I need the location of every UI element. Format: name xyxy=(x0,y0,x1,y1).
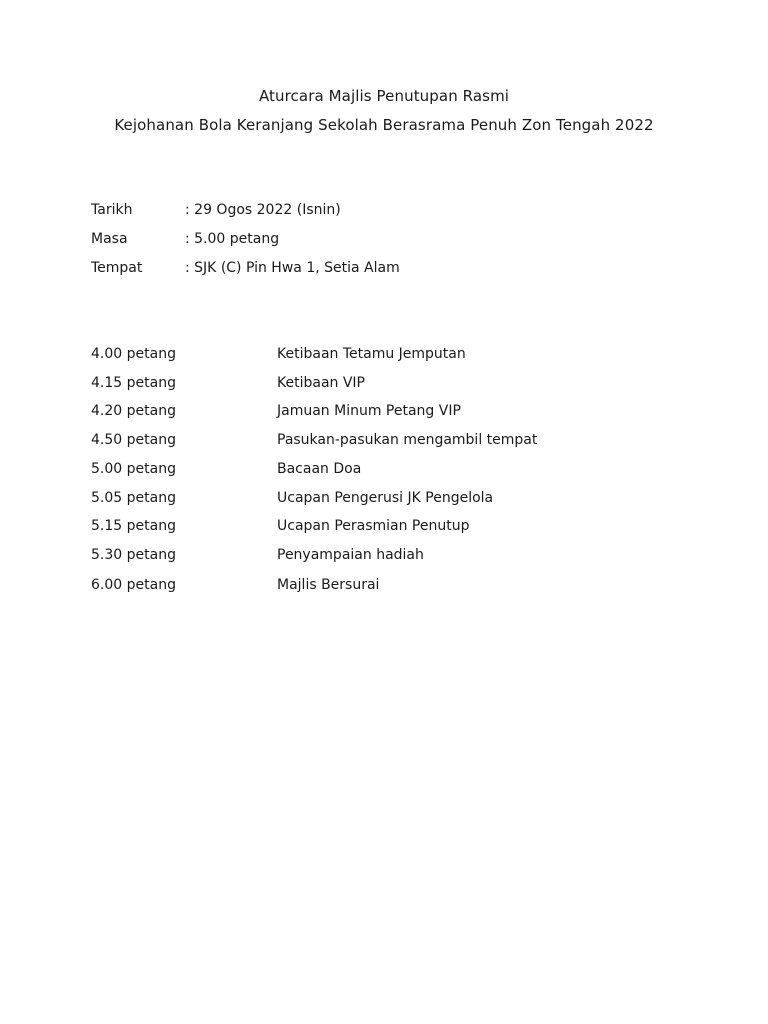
info-label: Masa xyxy=(91,231,128,247)
schedule-event: Ketibaan Tetamu Jemputan xyxy=(277,346,466,362)
schedule-event: Bacaan Doa xyxy=(277,461,362,477)
info-value: : 5.00 petang xyxy=(185,231,280,247)
schedule-time: 4.50 petang xyxy=(91,432,176,448)
info-label: Tarikh xyxy=(91,202,133,218)
document-title: Aturcara Majlis Penutupan Rasmi xyxy=(258,87,510,105)
info-value: : 29 Ogos 2022 (Isnin) xyxy=(185,202,341,218)
info-value: : SJK (C) Pin Hwa 1, Setia Alam xyxy=(185,260,400,276)
schedule-time: 5.00 petang xyxy=(91,461,176,477)
info-label: Tempat xyxy=(91,260,143,276)
schedule-event: Penyampaian hadiah xyxy=(277,547,424,563)
schedule-event: Ucapan Pengerusi JK Pengelola xyxy=(277,490,494,506)
schedule-time: 5.30 petang xyxy=(91,547,176,563)
schedule-time: 4.00 petang xyxy=(91,346,176,362)
schedule-event: Pasukan-pasukan mengambil tempat xyxy=(277,432,538,448)
schedule-event: Ucapan Perasmian Penutup xyxy=(277,518,470,534)
schedule-time: 5.15 petang xyxy=(91,518,176,534)
schedule-event: Jamuan Minum Petang VIP xyxy=(277,403,461,419)
document-subtitle: Kejohanan Bola Keranjang Sekolah Berasrama Penuh Zon Tengah 2022 xyxy=(114,116,654,134)
schedule-time: 4.15 petang xyxy=(91,375,176,391)
schedule-event: Majlis Bersurai xyxy=(277,577,380,593)
schedule-time: 4.20 petang xyxy=(91,403,176,419)
schedule-event: Ketibaan VIP xyxy=(277,375,365,391)
schedule-time: 5.05 petang xyxy=(91,490,176,506)
schedule-time: 6.00 petang xyxy=(91,577,176,593)
